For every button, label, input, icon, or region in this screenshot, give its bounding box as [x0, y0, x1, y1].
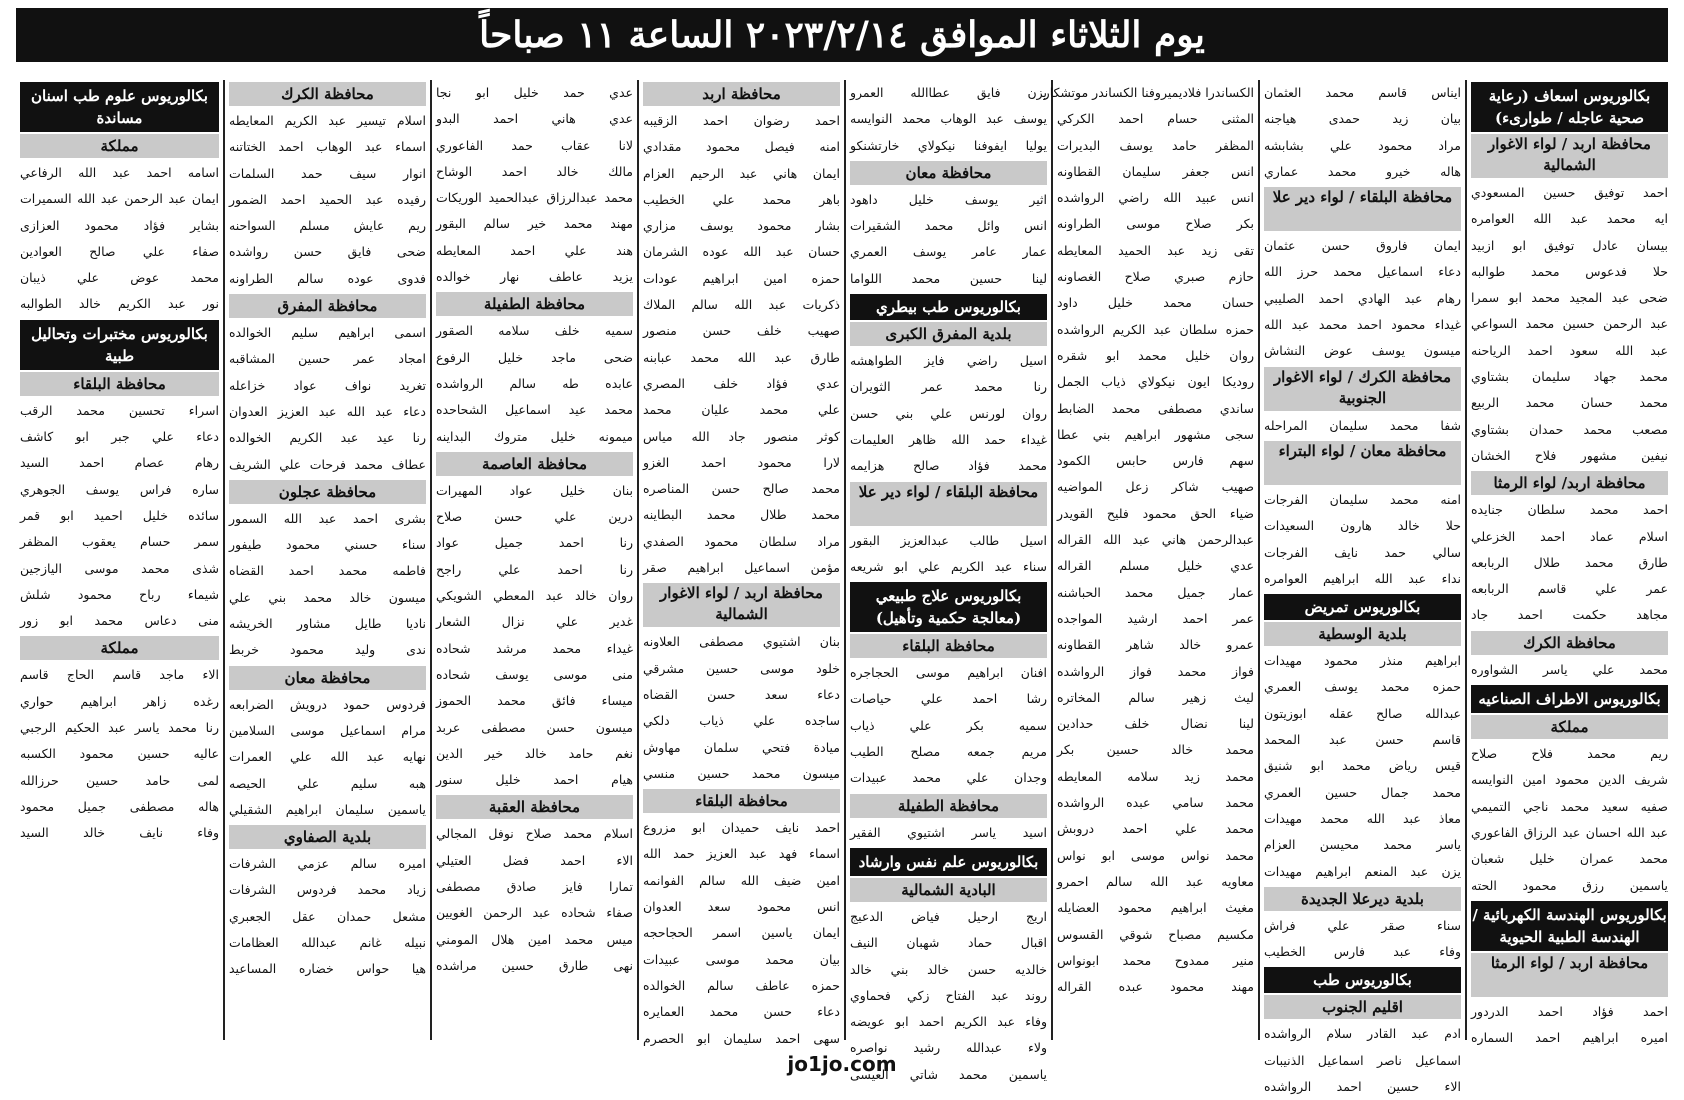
name-entry: ميسون محمد حسين منسي — [643, 765, 840, 781]
name-entry: انس محمود سعد العدوان — [643, 899, 840, 915]
name-entry: هبه سليم علي الحيصه — [229, 775, 426, 791]
name-entry: رنا محمد عمر الثويران — [850, 379, 1047, 395]
name-entry: ضحى عبد المجيد محمد ابو سمرا — [1471, 290, 1668, 306]
name-entry: مرام اسماعيل موسى السلامين — [229, 722, 426, 738]
name-entry: بكر صلاح موسى الطراونه — [1057, 216, 1254, 232]
name-entry: دعاء علي جبر ابو كاشف — [20, 429, 219, 445]
region-heading: محافظة المفرق — [229, 294, 426, 318]
name-entry: سميه بكر علي ذياب — [850, 717, 1047, 733]
name-entry: حمزه امين ابراهيم عودات — [643, 270, 840, 286]
name-entry: رنا محمد ياسر عبد الحكيم الرجبي — [20, 720, 219, 736]
name-entry: شذى محمد موسى اليازجين — [20, 560, 219, 576]
name-entry: يزن فايق عطاالله العمرو — [850, 85, 1047, 100]
name-entry: حمزه محمد يوسف العمري — [1264, 679, 1461, 695]
name-entry: نغم حامد خالد خير الدين — [436, 745, 633, 761]
name-entry: صفيه سعيد محمد ناجي التميمي — [1471, 798, 1668, 814]
degree-heading: بكالوريوس مختبرات وتحاليل طبية — [20, 320, 219, 370]
name-entry: عطاف محمد فرحات علي الشريف — [229, 456, 426, 472]
name-entry: هاله خيرو محمد عماري — [1264, 163, 1461, 179]
name-entry: حسان محمد خليل داود — [1057, 295, 1254, 311]
degree-heading: بكالوريوس علوم طب اسنان مساندة — [20, 82, 219, 132]
name-entry: غيداء محمد مرشد شحاده — [436, 640, 633, 656]
name-entry: ضياء الحق محمود فليح القويدر — [1057, 505, 1254, 521]
name-entry: عدي فؤاد خلف المصري — [643, 375, 840, 391]
name-entry: رشا احمد علي حياصات — [850, 691, 1047, 707]
name-entry: لانا عقاب حمد الفاعوري — [436, 137, 633, 153]
name-entry: محمد عبدالرزاق عبدالحميد الوريكات — [436, 190, 633, 206]
name-entry: اسماء عبد الوهاب احمد الختاتنه — [229, 139, 426, 155]
name-entry: ناديا طايل مشاور الخريشه — [229, 616, 426, 632]
name-entry: عبدالرحمن هاني عبد الله القراله — [1057, 532, 1254, 548]
name-entry: مهند محمد خير سالم البقور — [436, 216, 633, 232]
degree-heading: بكالوريوس طب — [1264, 967, 1461, 993]
name-entry: الاء حسين احمد الرواشده — [1264, 1079, 1461, 1095]
name-entry: ميمونه خليل متروك البداينه — [436, 428, 633, 444]
name-entry: علي محمد عليان محمد — [643, 402, 840, 418]
name-entry: الاء ماجد قاسم الحاج قاسم — [20, 667, 219, 683]
name-entry: لارا محمود احمد الغزو — [643, 454, 840, 470]
name-entry: محمد زيد سلامه المعايطه — [1057, 768, 1254, 784]
name-entry: اثير يوسف خليل داهود — [850, 191, 1047, 207]
name-entry: سمر حسام يعقوب المظفر — [20, 534, 219, 550]
region-heading: محافظة معان — [850, 161, 1047, 185]
name-entry: امين ضيف الله سالم الفوانمه — [643, 872, 840, 888]
name-entry: امجاد عمر حسين المشاقبه — [229, 351, 426, 367]
name-entry: انس جعفر سليمان القطاونه — [1057, 163, 1254, 179]
degree-heading: بكالوريوس الاطراف الصناعيه — [1471, 685, 1668, 713]
name-entry: اقبال حماد شهبان النيف — [850, 935, 1047, 951]
name-entry: محمد علي احمد دروبش — [1057, 821, 1254, 837]
region-heading: بلدية المفرق الكبرى — [850, 322, 1047, 346]
name-entry: ابراهيم منذر محمود مهيدات — [1264, 653, 1461, 669]
name-entry: انس وائل محمد الشقيرات — [850, 218, 1047, 234]
name-entry: محمد خالد حسين بكر — [1057, 742, 1254, 758]
name-entry: اسراء تحسين محمد الرقب — [20, 402, 219, 418]
name-entry: فاطمه محمد احمد القضاه — [229, 563, 426, 579]
name-entry: وجدان علي محمد عبيدات — [850, 770, 1047, 786]
name-entry: هيا حواس خضاره المساعيد — [229, 961, 426, 977]
name-entry: عابده طه سالم الرواشده — [436, 375, 633, 391]
name-entry: ضحى ماجد خليل الرفوع — [436, 349, 633, 365]
name-entry: اسماء فهد عبد العزيز حمد الله — [643, 846, 840, 862]
name-entry: محمد طلال محمد البطاينه — [643, 507, 840, 523]
column-4 — [844, 80, 1051, 1082]
name-entry: امنه فيصل محمود مقدادي — [643, 139, 840, 155]
name-entry: انس عبيد الله راضي الرواشده — [1057, 190, 1254, 206]
name-entry: امنه محمد سليمان الفرجات — [1264, 491, 1461, 507]
region-heading: محافظة اربد — [643, 82, 840, 106]
region-heading: محافظة البلقاء — [20, 372, 219, 396]
region-heading: محافظة الكرك — [1471, 631, 1668, 655]
region-heading: محافظة الكرك — [229, 82, 426, 106]
degree-heading: بكالوريوس تمريض — [1264, 594, 1461, 620]
name-entry: صهيب خلف حسن منصور — [643, 323, 840, 339]
name-entry: منى موسى يوسف شحاده — [436, 666, 633, 682]
column-8 — [16, 80, 223, 1040]
name-entry: ايمان عبد الرحمن عبد الله السميرات — [20, 191, 219, 207]
name-entry: معاويه عبد الله سالم احمرو — [1057, 873, 1254, 889]
name-entry: فواز محمد فواز الرواشده — [1057, 663, 1254, 679]
name-entry: ريم عايش مسلم السواحنه — [229, 218, 426, 234]
degree-heading: بكالوريوس علاج طبيعي (معالجة حكمية وتأهيل) — [850, 582, 1047, 632]
name-entry: بيسان عادل توفيق ابو ازبيد — [1471, 237, 1668, 253]
name-entry: قيس رياض محمد ابو شنيق — [1264, 758, 1461, 774]
name-entry: صهيب شاكر زعل المواضيه — [1057, 479, 1254, 495]
name-entry: ذكريات عبد الله سالم الملاك — [643, 297, 840, 313]
name-entry: مهند محمود عبده القراله — [1057, 979, 1254, 995]
name-entry: مغيث ابراهيم محمود العضايله — [1057, 900, 1254, 916]
name-entry: نيفين مشهور فلاح الخشان — [1471, 447, 1668, 463]
name-entry: عاليه حسين محمود الكسبه — [20, 746, 219, 762]
name-entry: فردوس حمود درويش الضرابعه — [229, 696, 426, 712]
name-entry: نهايه عبد الله علي العمرات — [229, 749, 426, 765]
name-entry: محمد عوض علي ذيبان — [20, 270, 219, 286]
name-entry: سهى احمد سليمان ابو الحصرم — [643, 1030, 840, 1046]
region-heading: مملكة — [20, 636, 219, 660]
name-entry: محمد فؤاد صالح هزايمه — [850, 458, 1047, 474]
name-entry: تغريد نواف عواد خزاعله — [229, 377, 426, 393]
name-entry: ضحى فايق حسن رواشده — [229, 244, 426, 260]
name-entry: سناء حسني محمود طيفور — [229, 537, 426, 553]
name-entry: رنا عيد عبد الكريم الخوالده — [229, 430, 426, 446]
name-entry: اسلام عماد احمد الخزعلي — [1471, 528, 1668, 544]
name-entry: سالي حمد نايف الفرجات — [1264, 544, 1461, 560]
name-entry: عدي حمد خليل ابو نجا — [436, 85, 633, 100]
region-heading: مملكة — [1471, 715, 1668, 739]
name-entry: ادم عبد القادر سلام الرواشده — [1264, 1026, 1461, 1042]
degree-heading: بكالوريوس اسعاف (رعاية صحية عاجله / طوارىء) — [1471, 82, 1668, 132]
region-heading: محافظة البلقاء / لواء دير علا — [1264, 187, 1461, 231]
name-entry: رهام عبد الهادي احمد الصليبي — [1264, 290, 1461, 306]
name-entry: مجاهد حكمت احمد جاد — [1471, 607, 1668, 623]
region-heading: محافظة البلقاء — [643, 789, 840, 813]
name-entry: عبد الله سعود احمد الرياحنه — [1471, 342, 1668, 358]
name-entry: احمد فؤاد احمد الدردور — [1471, 1003, 1668, 1019]
page-header: يوم الثلاثاء الموافق ٢٠٢٣/٢/١٤ الساعة ١١ صباحاً — [16, 8, 1668, 62]
region-heading: محافظة معان / لواء البتراء — [1264, 441, 1461, 485]
name-entry: تمارا فايز صادق مصطفى — [436, 879, 633, 895]
name-entry: غيداء محمود احمد محمد عبد الله — [1264, 317, 1461, 333]
name-entry: دعاء اسماعيل محمد حرز الله — [1264, 264, 1461, 280]
name-entry: ايمان هاني عبد الرحيم العزام — [643, 165, 840, 181]
name-entry: ريم محمد فلاح صلاح — [1471, 746, 1668, 762]
name-entry: سائده خليل احميد ابو قمر — [20, 507, 219, 523]
name-entry: رغده زاهر ابراهيم حواري — [20, 693, 219, 709]
name-entry: ياسمين سليمان ابراهيم الشقيلي — [229, 801, 426, 817]
name-entry: ايناس قاسم محمد العثمان — [1264, 85, 1461, 100]
name-entry: مراد سلطان محمود الصفدي — [643, 533, 840, 549]
name-entry: يزيد عاطف نهار خوالده — [436, 269, 633, 285]
name-entry: طارق عبد الله محمد عبابنه — [643, 349, 840, 365]
name-entry: مشعل حمدان عقل الجعبري — [229, 908, 426, 924]
name-entry: مؤمن اسماعيل ابراهيم صقر — [643, 560, 840, 576]
region-heading: محافظة البلقاء — [850, 634, 1047, 658]
name-entry: عدي خليل مسلم القراله — [1057, 558, 1254, 574]
name-entry: روند عبد الفتاح زكي فحماوي — [850, 987, 1047, 1003]
name-entry: منى دعاس محمد ابو زور — [20, 613, 219, 629]
column-1 — [1465, 80, 1672, 1046]
name-entry: محمد جهاد سليمان بشتاوي — [1471, 369, 1668, 385]
name-entry: بشاير فؤاد محمود العزازى — [20, 217, 219, 233]
name-entry: اميره سالم عزمي الشرفات — [229, 856, 426, 872]
name-entry: محمد صالح حسن المناصره — [643, 481, 840, 497]
region-heading: محافظة اربد/ لواء الرمثا — [1471, 471, 1668, 495]
name-entry: محمد سامي عبده الرواشده — [1057, 795, 1254, 811]
name-entry: ساجده علي ذياب دلكي — [643, 713, 840, 729]
name-entry: مصعب محمد حمدان بشتاوي — [1471, 421, 1668, 437]
name-entry: ياسمين رزق محمود الحته — [1471, 877, 1668, 893]
name-entry: لينا نضال خلف حدادين — [1057, 716, 1254, 732]
name-entry: حمزه سلطان عبد الكريم الرواشده — [1057, 321, 1254, 337]
name-entry: انوار سيف حمد السلمات — [229, 165, 426, 181]
name-entry: ايه محمد عبد الله العوامره — [1471, 211, 1668, 227]
name-entry: احمد نايف حميدان ابو مزروع — [643, 820, 840, 836]
name-entry: ساندي مصطفى محمد الضابط — [1057, 400, 1254, 416]
name-entry: بيان زيد حمدى هياجنه — [1264, 111, 1461, 127]
name-entry: وفاء نايف خالد السيد — [20, 825, 219, 841]
name-entry: محمد عيد اسماعيل الشحاحده — [436, 402, 633, 418]
name-entry: وفاء عبد فارس الخطيب — [1264, 944, 1461, 960]
name-entry: دعاء عبد الله عبد العزيز العدوان — [229, 403, 426, 419]
name-entry: ميساء فائق محمد الحموز — [436, 693, 633, 709]
region-heading: بلدية الوسطية — [1264, 622, 1461, 646]
name-entry: ايمان فاروق حسن عثمان — [1264, 238, 1461, 254]
name-entry: عمرو خالد شاهر القطاونه — [1057, 637, 1254, 653]
name-entry: روان خليل محمد ابو شقره — [1057, 347, 1254, 363]
name-entry: شيماء رباح محمود شلش — [20, 586, 219, 602]
name-entry: اسيل طالب عبدالعزيز البقور — [850, 532, 1047, 548]
name-entry: عمار جميل محمد الحباشنه — [1057, 584, 1254, 600]
region-heading: محافظة العاصمة — [436, 452, 633, 476]
region-heading: محافظة اربد / لواء الاغوار الشمالية — [643, 583, 840, 627]
name-entry: سناء صقر علي فراش — [1264, 917, 1461, 933]
name-entry: هند علي احمد المعايطه — [436, 242, 633, 258]
name-entry: ميس محمد امين هلال المومني — [436, 931, 633, 947]
name-entry: خلود موسى حسين مشرقي — [643, 660, 840, 676]
name-entry: بنان اشتيوي مصطفى العلاونه — [643, 634, 840, 650]
name-entry: رنا احمد علي راجح — [436, 561, 633, 577]
name-entry: ياسر محمد محيسن العزام — [1264, 837, 1461, 853]
name-entry: ندى وليد محمود خربط — [229, 642, 426, 658]
name-entry: مالك خالد احمد الوشاح — [436, 163, 633, 179]
name-entry: اسيد ياسر اشتيوي الفقير — [850, 824, 1047, 840]
name-entry: زياد محمد فردوس الشرفات — [229, 882, 426, 898]
name-entry: اسامه احمد عبد الله الرفاعي — [20, 165, 219, 180]
name-entry: عبد الله احسان عبد الرزاق الفاعوري — [1471, 824, 1668, 840]
column-5 — [637, 80, 844, 1046]
degree-heading: بكالوريوس علم نفس وارشاد — [850, 848, 1047, 876]
name-entry: عبد الرحمن حسين محمد السواعي — [1471, 316, 1668, 332]
name-entry: غدير علي نزال الشعار — [436, 614, 633, 630]
name-entry: ساره فراس يوسف الجوهري — [20, 481, 219, 497]
name-entry: مكسيم مصباح شوقي القسوس — [1057, 926, 1254, 942]
name-entry: اسماعيل ناصر اسماعيل الذنيبات — [1264, 1052, 1461, 1068]
name-entry: روان لورنس علي بني حسن — [850, 405, 1047, 421]
region-heading: محافظة الطفيلة — [436, 292, 633, 316]
name-entry: باهر محمد علي الخطيب — [643, 191, 840, 207]
name-entry: محمد عمران خليل شعبان — [1471, 851, 1668, 867]
name-entry: محمد جمال حسين العمري — [1264, 784, 1461, 800]
name-entry: عمر علي قاسم الربابعه — [1471, 581, 1668, 597]
name-entry: هاله مصطفى جميل محمود — [20, 798, 219, 814]
name-entry: عمار عامر يوسف العمري — [850, 244, 1047, 260]
name-entry: ليث زهير سالم المخاتره — [1057, 689, 1254, 705]
region-heading: بلدية ديرعلا الجديدة — [1264, 887, 1461, 911]
name-entry: يوسف عبد الوهاب محمد النوايسه — [850, 111, 1047, 127]
name-entry: محمد حسان محمد الربيع — [1471, 395, 1668, 411]
name-entry: لينا حسين محمد اللواما — [850, 270, 1047, 286]
name-entry: تقى زيد عبد الحميد المعايطه — [1057, 242, 1254, 258]
name-entry: رهام عصام احمد السيد — [20, 455, 219, 471]
name-entry: حسان عبد الله عوده الشرمان — [643, 244, 840, 260]
name-entry: يزن عبد المنعم ابراهيم مهيدات — [1264, 863, 1461, 879]
name-entry: سناء عبد الكريم علي ابو شريعه — [850, 558, 1047, 574]
name-entry: عدي هاني احمد البدو — [436, 111, 633, 127]
name-entry: اميره ابراهيم احمد السماره — [1471, 1030, 1668, 1046]
name-entry: نداء عبد الله ابراهيم العوامره — [1264, 570, 1461, 586]
name-entry: حلا خالد هارون السعيدات — [1264, 518, 1461, 534]
name-entry: ميسون يوسف عوض النشاش — [1264, 343, 1461, 359]
name-entry: نهى طارق حسين مراشده — [436, 957, 633, 973]
name-entry: الكساندرا فلاديميروفنا الكساندر موتشكار — [1043, 85, 1254, 100]
name-entry: اسمى ابراهيم سليم الخوالده — [229, 325, 426, 341]
name-entry: بشار محمود يوسف مزاري — [643, 218, 840, 234]
name-entry: المثنى حسام احمد الكركي — [1057, 111, 1254, 127]
degree-heading: بكالوريوس الهندسة الكهربائية / الهندسة الطبية الحيوية — [1471, 901, 1668, 951]
region-heading: مملكة — [20, 134, 219, 158]
name-entry: ايمان ياسين اسمر الحجاحجه — [643, 925, 840, 941]
region-heading: محافظة الطفيلة — [850, 794, 1047, 818]
name-entry: اسلام محمد صلاح نوفل المجالي — [436, 826, 633, 842]
name-entry: احمد توفيق حسين المسعودي — [1471, 185, 1668, 200]
name-entry: اريج ارحيل فياض الدعيج — [850, 908, 1047, 924]
name-entry: المظفر حامد يوسف البديرات — [1057, 137, 1254, 153]
name-entry: دعاء سعد حسن القضاه — [643, 686, 840, 702]
name-entry: عمر احمد ارشيد المواجده — [1057, 610, 1254, 626]
name-entry: وفاء عبد الكريم احمد ابو عويضه — [850, 1014, 1047, 1030]
name-entry: ميسون خالد محمد بني علي — [229, 589, 426, 605]
name-entry: افنان ابراهيم موسى الحجاجره — [850, 665, 1047, 681]
name-entry: حلا فدعوس محمد طوالبه — [1471, 263, 1668, 279]
name-entry: ياسمين محمد شاتي العيسى — [850, 1066, 1047, 1082]
region-heading: محافظة معان — [229, 666, 426, 690]
degree-heading: بكالوريوس طب بيطري — [850, 294, 1047, 320]
name-entry: معاذ عبد الله محمد مهيدات — [1264, 810, 1461, 826]
name-entry: سجى مشهور ابراهيم بني عطا — [1057, 426, 1254, 442]
name-entry: فدوى عوده سالم الطراونه — [229, 270, 426, 286]
name-entry: روان خالد عبد المعطي الشويكي — [436, 588, 633, 604]
region-heading: اقليم الجنوب — [1264, 995, 1461, 1019]
name-entry: سهم فارس حابس الكمود — [1057, 453, 1254, 469]
region-heading: بلدية الصفاوي — [229, 825, 426, 849]
name-entry: طارق محمد طلال الربابعه — [1471, 554, 1668, 570]
name-entry: بيان محمد موسى عبيدات — [643, 951, 840, 967]
region-heading: محافظة اربد / لواء الاغوار الشمالية — [1471, 134, 1668, 178]
name-entry: شفا محمد سليمان المراحله — [1264, 417, 1461, 433]
name-entry: بشرى احمد عبد الله السمور — [229, 510, 426, 526]
name-entry: عبدالله صالح عقله ابوزيتون — [1264, 705, 1461, 721]
name-entry: نور عبد الكريم خالد الطوالبه — [20, 296, 219, 312]
name-entry: هيام احمد خليل سنور — [436, 772, 633, 788]
name-entry: ميادة فتحي سلمان مهاوش — [643, 739, 840, 755]
column-6 — [430, 80, 637, 1040]
footer-watermark: jo1jo.com — [787, 1052, 897, 1076]
region-heading: محافظة العقبة — [436, 795, 633, 819]
name-entry: محمد علي ياسر الشواوره — [1471, 661, 1668, 677]
name-entry: حازم صبري صلاح الغصاونه — [1057, 269, 1254, 285]
name-entry: رفيده عبد الحميد احمد الضمور — [229, 191, 426, 207]
name-entry: محمد نواس موسى ابو نواس — [1057, 847, 1254, 863]
column-3 — [1043, 80, 1258, 1040]
name-entry: احمد محمد سلطان جنايده — [1471, 502, 1668, 518]
name-entry: درين علي حسن صلاح — [436, 509, 633, 525]
region-heading: البادية الشمالية — [850, 878, 1047, 902]
name-entry: بنان خليل عواد المهيرات — [436, 482, 633, 498]
name-entry: صفاء علي صالح العوادين — [20, 243, 219, 259]
name-entry: الاء احمد فضل العتيلي — [436, 852, 633, 868]
name-entry: نبيله غانم عبدالله العظامات — [229, 935, 426, 951]
name-entry: منير ممدوح محمد ابونواس — [1057, 952, 1254, 968]
name-entry: قاسم حسن عبد المحمد — [1264, 732, 1461, 748]
column-7 — [223, 80, 430, 1040]
name-entry: كوثر منصور جاد الله مياس — [643, 428, 840, 444]
name-entry: مريم جمعه مصلح الطيب — [850, 744, 1047, 760]
name-entry: يوليا ايفوفنا نيكولاي خارتشنكو — [850, 137, 1047, 153]
name-entry: مراد محمود علي بشابشه — [1264, 137, 1461, 153]
name-entry: ولاء عبدالله رشيد نواصره — [850, 1040, 1047, 1056]
region-heading: محافظة الكرك / لواء الاغوار الجنوبية — [1264, 367, 1461, 411]
name-entry: حمزه عاطف سالم الخوالده — [643, 977, 840, 993]
name-entry: شريف الدين محمود امين النوايسه — [1471, 772, 1668, 788]
region-heading: محافظة عجلون — [229, 480, 426, 504]
name-entry: غيداء حمد الله ظاهر العليمات — [850, 431, 1047, 447]
name-entry: احمد رضوان احمد الزقيبه — [643, 113, 840, 128]
name-entry: روديكا ايون نيكولاي ذياب الجمل — [1057, 374, 1254, 390]
name-entry: لمى حامد حسين حرزالله — [20, 772, 219, 788]
region-heading: محافظة اربد / لواء الرمثا — [1471, 953, 1668, 997]
name-entry: اسلام تيسير عبد الكريم المعايطه — [229, 113, 426, 128]
name-entry: سميه خلف سلامه الصقور — [436, 323, 633, 339]
name-entry: صفاء شحاده عبد الرحمن الغويين — [436, 905, 633, 921]
name-entry: خالديه حسن خالد بني خالد — [850, 961, 1047, 977]
name-entry: اسيل راضي فايز الطواهشه — [850, 353, 1047, 369]
column-2 — [1258, 80, 1465, 1095]
name-entry: ميسون حسن مصطفى عربد — [436, 719, 633, 735]
name-entry: دعاء حسن محمد العمايره — [643, 1004, 840, 1020]
name-entry: رنا احمد جميل عواد — [436, 535, 633, 551]
region-heading: محافظة البلقاء / لواء دير علا — [850, 482, 1047, 526]
